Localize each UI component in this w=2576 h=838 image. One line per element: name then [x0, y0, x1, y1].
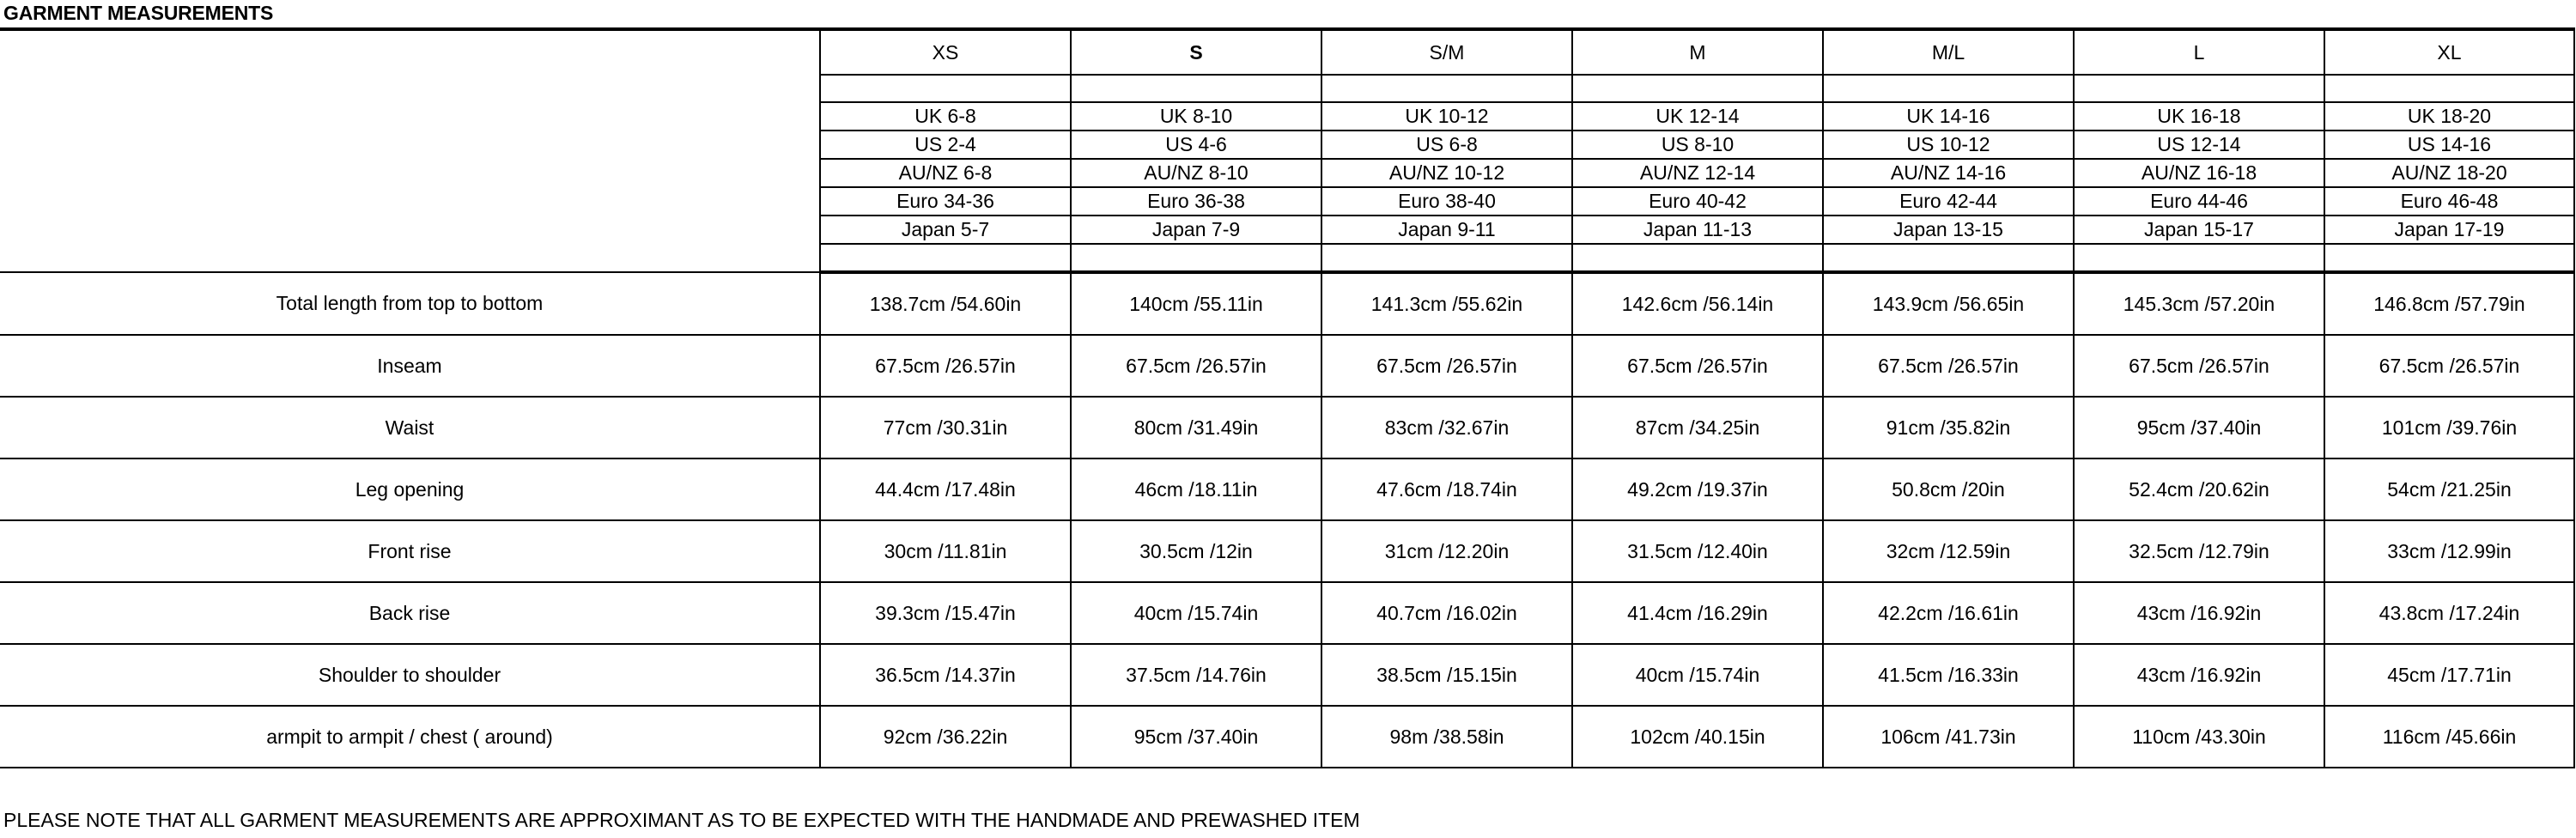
measurement-value: 36.5cm /14.37in: [820, 644, 1071, 706]
measurement-row: [0, 397, 2574, 458]
conversion-cell: AU/NZ 10-12: [1321, 159, 1572, 187]
conversion-cell: US 10-12: [1823, 131, 2074, 159]
conversion-cell: UK 14-16: [1823, 102, 2074, 131]
measurement-value: 30.5cm /12in: [1071, 520, 1321, 582]
measurement-row: [0, 644, 2574, 706]
measurement-value: 95cm /37.40in: [2074, 397, 2324, 458]
measurement-label: Back rise: [0, 582, 820, 644]
measurement-value: 50.8cm /20in: [1823, 458, 2074, 520]
measurement-value: 77cm /30.31in: [820, 397, 1071, 458]
conversion-cell: Japan 13-15: [1823, 216, 2074, 244]
conversion-cell: Euro 40-42: [1572, 187, 1823, 216]
measurement-value: 54cm /21.25in: [2324, 458, 2574, 520]
conversion-cell: Japan 15-17: [2074, 216, 2324, 244]
measurement-value: 31.5cm /12.40in: [1572, 520, 1823, 582]
measurement-value: 40cm /15.74in: [1071, 582, 1321, 644]
footnote: PLEASE NOTE THAT ALL GARMENT MEASUREMENTS ARE APPROXIMANT AS TO BE EXPECTED WITH THE HANDMADE AND PREWASHED ITEM: [3, 809, 1360, 831]
conversion-cell: Japan 9-11: [1321, 216, 1572, 244]
measurement-value: 101cm /39.76in: [2324, 397, 2574, 458]
conversion-cell: US 6-8: [1321, 131, 1572, 159]
conversion-cell: US 2-4: [820, 131, 1071, 159]
size-header-row: [0, 29, 2574, 75]
measurement-label: Shoulder to shoulder: [0, 644, 820, 706]
measurement-value: 142.6cm /56.14in: [1572, 272, 1823, 335]
measurement-value: 138.7cm /54.60in: [820, 272, 1071, 335]
measurement-value: 49.2cm /19.37in: [1572, 458, 1823, 520]
conversion-cell: UK 6-8: [820, 102, 1071, 131]
measurement-value: 110cm /43.30in: [2074, 706, 2324, 768]
size-ml: M/L: [1823, 29, 2074, 75]
measurement-value: 43cm /16.92in: [2074, 582, 2324, 644]
measurement-value: 46cm /18.11in: [1071, 458, 1321, 520]
measurement-value: 45cm /17.71in: [2324, 644, 2574, 706]
conversion-cell: AU/NZ 16-18: [2074, 159, 2324, 187]
conversion-cell: Euro 36-38: [1071, 187, 1321, 216]
measurement-value: 42.2cm /16.61in: [1823, 582, 2074, 644]
conversion-cell: Euro 44-46: [2074, 187, 2324, 216]
measurement-value: 102cm /40.15in: [1572, 706, 1823, 768]
measurement-value: 145.3cm /57.20in: [2074, 272, 2324, 335]
measurement-value: 41.5cm /16.33in: [1823, 644, 2074, 706]
size-s: S: [1071, 29, 1321, 75]
measurement-row: [0, 582, 2574, 644]
conversion-cell: AU/NZ 8-10: [1071, 159, 1321, 187]
page-title: GARMENT MEASUREMENTS: [3, 2, 274, 24]
measurement-value: 40cm /15.74in: [1572, 644, 1823, 706]
conversion-cell: UK 18-20: [2324, 102, 2574, 131]
measurement-value: 87cm /34.25in: [1572, 397, 1823, 458]
conversion-cell: Euro 34-36: [820, 187, 1071, 216]
measurement-value: 67.5cm /26.57in: [1572, 335, 1823, 397]
measurement-value: 40.7cm /16.02in: [1321, 582, 1572, 644]
measurement-value: 106cm /41.73in: [1823, 706, 2074, 768]
measurement-label: Front rise: [0, 520, 820, 582]
measurement-value: 43.8cm /17.24in: [2324, 582, 2574, 644]
size-chart-table: [0, 27, 2575, 768]
conversion-cell: Japan 7-9: [1071, 216, 1321, 244]
header-corner-cell: [0, 29, 820, 272]
measurement-label: Leg opening: [0, 458, 820, 520]
measurement-value: 67.5cm /26.57in: [1823, 335, 2074, 397]
conversion-cell: Euro 38-40: [1321, 187, 1572, 216]
measurement-value: 52.4cm /20.62in: [2074, 458, 2324, 520]
measurement-value: 98m /38.58in: [1321, 706, 1572, 768]
measurement-label: Inseam: [0, 335, 820, 397]
measurement-value: 37.5cm /14.76in: [1071, 644, 1321, 706]
conversion-cell: US 14-16: [2324, 131, 2574, 159]
measurement-value: 33cm /12.99in: [2324, 520, 2574, 582]
conversion-cell: UK 10-12: [1321, 102, 1572, 131]
measurement-value: 43cm /16.92in: [2074, 644, 2324, 706]
conversion-cell: Euro 42-44: [1823, 187, 2074, 216]
size-m: M: [1572, 29, 1823, 75]
measurement-value: 67.5cm /26.57in: [1321, 335, 1572, 397]
measurement-row: [0, 458, 2574, 520]
measurement-row: [0, 335, 2574, 397]
measurement-value: 67.5cm /26.57in: [1071, 335, 1321, 397]
conversion-cell: Japan 11-13: [1572, 216, 1823, 244]
measurement-label: Waist: [0, 397, 820, 458]
conversion-cell: Euro 46-48: [2324, 187, 2574, 216]
conversion-cell: AU/NZ 6-8: [820, 159, 1071, 187]
conversion-cell: UK 16-18: [2074, 102, 2324, 131]
measurement-row: [0, 706, 2574, 768]
conversion-cell: AU/NZ 18-20: [2324, 159, 2574, 187]
measurement-label: armpit to armpit / chest ( around): [0, 706, 820, 768]
measurement-value: 32.5cm /12.79in: [2074, 520, 2324, 582]
measurement-value: 32cm /12.59in: [1823, 520, 2074, 582]
conversion-cell: AU/NZ 12-14: [1572, 159, 1823, 187]
measurement-value: 44.4cm /17.48in: [820, 458, 1071, 520]
measurement-value: 38.5cm /15.15in: [1321, 644, 1572, 706]
conversion-cell: US 8-10: [1572, 131, 1823, 159]
conversion-cell: Japan 17-19: [2324, 216, 2574, 244]
size-xs: XS: [820, 29, 1071, 75]
conversion-cell: AU/NZ 14-16: [1823, 159, 2074, 187]
measurements-body: [0, 272, 2574, 768]
measurement-label: Total length from top to bottom: [0, 272, 820, 335]
conversion-cell: UK 12-14: [1572, 102, 1823, 131]
measurement-value: 41.4cm /16.29in: [1572, 582, 1823, 644]
conversion-cell: US 12-14: [2074, 131, 2324, 159]
measurement-value: 67.5cm /26.57in: [2324, 335, 2574, 397]
measurement-value: 91cm /35.82in: [1823, 397, 2074, 458]
conversion-cell: UK 8-10: [1071, 102, 1321, 131]
measurement-row: [0, 272, 2574, 335]
measurement-value: 143.9cm /56.65in: [1823, 272, 2074, 335]
measurement-value: 141.3cm /55.62in: [1321, 272, 1572, 335]
measurement-value: 80cm /31.49in: [1071, 397, 1321, 458]
size-sm: S/M: [1321, 29, 1572, 75]
measurement-value: 116cm /45.66in: [2324, 706, 2574, 768]
size-xl: XL: [2324, 29, 2574, 75]
measurement-value: 47.6cm /18.74in: [1321, 458, 1572, 520]
measurement-value: 39.3cm /15.47in: [820, 582, 1071, 644]
size-l: L: [2074, 29, 2324, 75]
measurement-value: 31cm /12.20in: [1321, 520, 1572, 582]
measurement-value: 146.8cm /57.79in: [2324, 272, 2574, 335]
measurement-value: 92cm /36.22in: [820, 706, 1071, 768]
measurement-row: [0, 520, 2574, 582]
conversion-cell: Japan 5-7: [820, 216, 1071, 244]
measurement-value: 140cm /55.11in: [1071, 272, 1321, 335]
measurement-value: 83cm /32.67in: [1321, 397, 1572, 458]
measurement-value: 30cm /11.81in: [820, 520, 1071, 582]
measurement-value: 95cm /37.40in: [1071, 706, 1321, 768]
measurement-value: 67.5cm /26.57in: [820, 335, 1071, 397]
measurement-value: 67.5cm /26.57in: [2074, 335, 2324, 397]
conversion-cell: US 4-6: [1071, 131, 1321, 159]
